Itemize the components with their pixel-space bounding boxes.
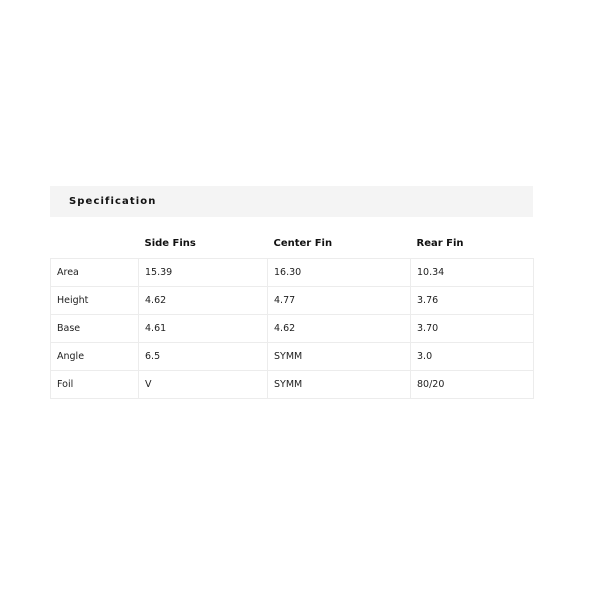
specification-header: [50, 186, 533, 217]
table-row: [51, 259, 534, 287]
cell-center-fin: 4.77: [268, 287, 411, 315]
cell-side-fins: 15.39: [139, 259, 268, 287]
cell-center-fin: SYMM: [268, 371, 411, 399]
specification-table: [50, 228, 534, 399]
row-label: Angle: [51, 343, 139, 371]
specification-section: [50, 186, 533, 399]
cell-side-fins: V: [139, 371, 268, 399]
cell-rear-fin: 3.0: [411, 343, 534, 371]
specification-title: Specification: [69, 196, 157, 207]
column-header-side-fins: Side Fins: [144, 237, 196, 249]
table-header-row: [51, 228, 534, 259]
table-row: [51, 371, 534, 399]
column-header-center-fin: Center Fin: [273, 237, 333, 249]
row-label: Height: [51, 287, 139, 315]
table-row: [51, 287, 534, 315]
cell-rear-fin: 80/20: [411, 371, 534, 399]
cell-rear-fin: 10.34: [411, 259, 534, 287]
column-header-rear-fin: Rear Fin: [416, 237, 464, 249]
row-label: Foil: [51, 371, 139, 399]
cell-center-fin: SYMM: [268, 343, 411, 371]
cell-center-fin: 4.62: [268, 315, 411, 343]
cell-rear-fin: 3.76: [411, 287, 534, 315]
row-label: Base: [51, 315, 139, 343]
table-row: [51, 315, 534, 343]
cell-center-fin: 16.30: [268, 259, 411, 287]
cell-side-fins: 4.61: [139, 315, 268, 343]
cell-side-fins: 6.5: [139, 343, 268, 371]
row-label: Area: [51, 259, 139, 287]
column-header-empty: [51, 228, 139, 259]
cell-rear-fin: 3.70: [411, 315, 534, 343]
cell-side-fins: 4.62: [139, 287, 268, 315]
table-row: [51, 343, 534, 371]
